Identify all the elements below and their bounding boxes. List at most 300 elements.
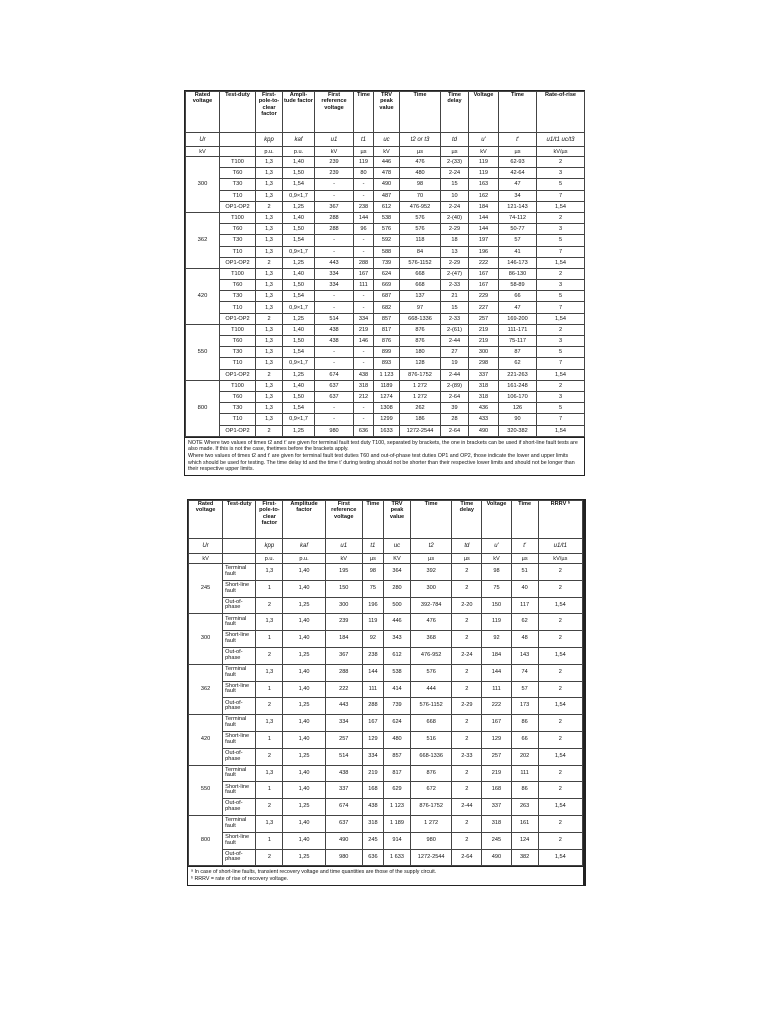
value-cell: 1,3 — [256, 765, 283, 782]
value-cell: 1,54 — [537, 425, 585, 436]
value-cell: - — [315, 179, 354, 190]
test-duty-cell: Short-line fault — [223, 580, 256, 597]
value-cell: 490 — [482, 849, 511, 866]
value-cell: - — [315, 414, 354, 425]
value-cell: 196 — [362, 597, 383, 614]
column-header: Time — [400, 92, 441, 133]
table-1-symbol-row — [186, 133, 585, 147]
value-cell: - — [315, 291, 354, 302]
column-header: Rated voltage — [189, 501, 223, 539]
value-cell: 1,3 — [256, 212, 283, 223]
value-cell: 576-1152 — [411, 698, 452, 715]
value-cell: 150 — [325, 580, 362, 597]
value-cell: 66 — [499, 291, 537, 302]
value-cell: 90 — [499, 414, 537, 425]
value-cell: 111-171 — [499, 324, 537, 335]
value-cell: 2-(89) — [441, 380, 469, 391]
value-cell: 257 — [469, 313, 499, 324]
test-duty-cell: T30 — [220, 235, 256, 246]
value-cell: 1,3 — [256, 414, 283, 425]
unit-cell: µs — [452, 554, 482, 564]
value-cell: 2-44 — [441, 369, 469, 380]
value-cell: 3 — [537, 168, 585, 179]
value-cell: 1308 — [374, 403, 400, 414]
value-cell: 0,9×1,7 — [283, 190, 315, 201]
test-duty-cell: T30 — [220, 347, 256, 358]
value-cell: 2 — [538, 631, 582, 648]
value-cell: 2 — [256, 201, 283, 212]
value-cell: 1,54 — [283, 179, 315, 190]
value-cell: 239 — [325, 614, 362, 631]
value-cell: 446 — [383, 614, 410, 631]
value-cell: 1,25 — [283, 369, 315, 380]
test-duty-cell: Out-of-phase — [223, 597, 256, 614]
unit-cell: µs — [362, 554, 383, 564]
value-cell: 74 — [511, 664, 538, 681]
column-header: Time — [499, 92, 537, 133]
value-cell: 1,3 — [256, 291, 283, 302]
value-cell: 1,3 — [256, 179, 283, 190]
value-cell: 3 — [537, 391, 585, 402]
test-duty-cell: Short-line fault — [223, 731, 256, 748]
value-cell: 2 — [256, 698, 283, 715]
unit-cell: KV — [383, 554, 410, 564]
rated-voltage-cell: 300 — [186, 157, 220, 213]
table-row — [189, 731, 583, 748]
value-cell: 2-(33) — [441, 157, 469, 168]
value-cell: 1,40 — [283, 782, 325, 799]
value-cell: 1,3 — [256, 168, 283, 179]
value-cell: 514 — [315, 313, 354, 324]
rated-voltage-cell: 800 — [189, 815, 223, 865]
value-cell: 2 — [452, 765, 482, 782]
value-cell: 92 — [362, 631, 383, 648]
test-duty-cell: Out-of-phase — [223, 849, 256, 866]
value-cell: 162 — [469, 190, 499, 201]
value-cell: 119 — [362, 614, 383, 631]
table-row — [189, 664, 583, 681]
value-cell: 318 — [482, 815, 511, 832]
value-cell: 239 — [315, 157, 354, 168]
value-cell: 238 — [362, 647, 383, 664]
value-cell: 2 — [537, 268, 585, 279]
value-cell: 263 — [511, 799, 538, 816]
value-cell: 62 — [499, 358, 537, 369]
value-cell: 1,3 — [256, 324, 283, 335]
value-cell: 876 — [400, 324, 441, 335]
trv-table-2-grid — [188, 500, 583, 866]
value-cell: 480 — [400, 168, 441, 179]
value-cell: 119 — [482, 614, 511, 631]
value-cell: 2 — [537, 324, 585, 335]
value-cell: 298 — [469, 358, 499, 369]
value-cell: 893 — [374, 358, 400, 369]
value-cell: 1,50 — [283, 336, 315, 347]
value-cell: 70 — [400, 190, 441, 201]
value-cell: 2 — [256, 647, 283, 664]
value-cell: 624 — [383, 715, 410, 732]
value-cell: - — [354, 246, 374, 257]
test-duty-cell: Out-of-phase — [223, 698, 256, 715]
value-cell: 624 — [374, 268, 400, 279]
unit-cell: kV — [325, 554, 362, 564]
value-cell: 1,25 — [283, 201, 315, 212]
value-cell: 0,9×1,7 — [283, 246, 315, 257]
value-cell: 1,25 — [283, 597, 325, 614]
value-cell: 1,40 — [283, 268, 315, 279]
column-header: Rated voltage — [186, 92, 220, 133]
value-cell: 1,40 — [283, 380, 315, 391]
value-cell: 15 — [441, 179, 469, 190]
value-cell: 3 — [537, 280, 585, 291]
value-cell: - — [354, 302, 374, 313]
value-cell: 7 — [537, 302, 585, 313]
table-row — [186, 324, 585, 335]
value-cell: 10 — [441, 190, 469, 201]
value-cell: 3 — [537, 224, 585, 235]
value-cell: 222 — [325, 681, 362, 698]
unit-cell: kV — [374, 147, 400, 157]
value-cell: 876 — [374, 336, 400, 347]
unit-cell: µs — [400, 147, 441, 157]
value-cell: 2-20 — [452, 597, 482, 614]
unit-cell: kV — [315, 147, 354, 157]
column-header: RRRV ᵇ — [538, 501, 582, 539]
value-cell: 1 272 — [400, 391, 441, 402]
value-cell: 1,40 — [283, 681, 325, 698]
value-cell: 86-130 — [499, 268, 537, 279]
value-cell: 318 — [469, 380, 499, 391]
value-cell: 219 — [362, 765, 383, 782]
value-cell: 168 — [362, 782, 383, 799]
test-duty-cell: Terminal fault — [223, 664, 256, 681]
symbol-cell: Ur — [186, 133, 220, 147]
value-cell: 516 — [411, 731, 452, 748]
value-cell: 2-29 — [452, 698, 482, 715]
value-cell: 1,54 — [538, 849, 582, 866]
value-cell: 588 — [374, 246, 400, 257]
symbol-cell: td — [441, 133, 469, 147]
unit-cell: kV — [469, 147, 499, 157]
value-cell: 1,25 — [283, 425, 315, 436]
test-duty-cell: Out-of-phase — [223, 748, 256, 765]
value-cell: 1,3 — [256, 403, 283, 414]
test-duty-cell: T60 — [220, 168, 256, 179]
value-cell: 980 — [325, 849, 362, 866]
value-cell: 687 — [374, 291, 400, 302]
value-cell: 111 — [482, 681, 511, 698]
value-cell: 899 — [374, 347, 400, 358]
value-cell: 128 — [400, 358, 441, 369]
value-cell: 739 — [383, 698, 410, 715]
value-cell: 167 — [362, 715, 383, 732]
value-cell: 446 — [374, 157, 400, 168]
table-1-notes — [185, 437, 584, 475]
value-cell: 111 — [354, 280, 374, 291]
table-row — [186, 179, 585, 190]
column-header: First reference voltage — [315, 92, 354, 133]
unit-cell: kV/µs — [538, 554, 582, 564]
symbol-cell: t1 — [362, 539, 383, 554]
test-duty-cell: Terminal fault — [223, 765, 256, 782]
value-cell: 1 272 — [400, 380, 441, 391]
value-cell: 876-1752 — [400, 369, 441, 380]
value-cell: 87 — [499, 347, 537, 358]
value-cell: 1 — [256, 832, 283, 849]
value-cell: 1,40 — [283, 324, 315, 335]
value-cell: 1299 — [374, 414, 400, 425]
value-cell: 1633 — [374, 425, 400, 436]
value-cell: 2 — [452, 731, 482, 748]
value-cell: 111 — [511, 765, 538, 782]
column-header: Time delay — [452, 501, 482, 539]
test-duty-cell: T60 — [220, 280, 256, 291]
value-cell: - — [315, 302, 354, 313]
value-cell: 337 — [482, 799, 511, 816]
value-cell: 1,54 — [283, 403, 315, 414]
value-cell: 41 — [499, 246, 537, 257]
value-cell: 40 — [511, 580, 538, 597]
value-cell: 2 — [538, 681, 582, 698]
value-cell: 2 — [538, 715, 582, 732]
value-cell: 50-77 — [499, 224, 537, 235]
value-cell: 1 — [256, 681, 283, 698]
rated-voltage-cell: 362 — [189, 664, 223, 714]
value-cell: 2-24 — [452, 647, 482, 664]
value-cell: 876 — [400, 336, 441, 347]
symbol-cell — [220, 133, 256, 147]
table-2-footnotes — [188, 866, 583, 885]
value-cell: 34 — [499, 190, 537, 201]
table-row — [189, 748, 583, 765]
value-cell: 51 — [511, 564, 538, 581]
value-cell: 62-93 — [499, 157, 537, 168]
table-1-note-2: Where two values of times t2 and t' are given for terminal fault test duties T60 and out-of-phase test duties OP1 and OP2, those indicate the lower and upper limits which should be used for testing. The time delay td and the time t' during testing should not be shorter than their respective lower limits and should not be longer than their respective upper limits. — [188, 453, 575, 472]
value-cell: 674 — [315, 369, 354, 380]
table-row — [186, 190, 585, 201]
value-cell: 1,3 — [256, 157, 283, 168]
value-cell: 1,40 — [283, 631, 325, 648]
value-cell: 2 — [538, 614, 582, 631]
value-cell: 476 — [411, 614, 452, 631]
value-cell: 914 — [383, 832, 410, 849]
value-cell: 2-44 — [452, 799, 482, 816]
column-header: Rate-of-rise — [537, 92, 585, 133]
value-cell: 382 — [511, 849, 538, 866]
value-cell: 1,54 — [537, 201, 585, 212]
value-cell: 288 — [362, 698, 383, 715]
value-cell: 92 — [482, 631, 511, 648]
value-cell: 98 — [400, 179, 441, 190]
value-cell: 668 — [411, 715, 452, 732]
value-cell: 202 — [511, 748, 538, 765]
table-row — [186, 369, 585, 380]
value-cell: 1,40 — [283, 815, 325, 832]
value-cell: - — [315, 235, 354, 246]
column-header: Voltage — [482, 501, 511, 539]
value-cell: 144 — [354, 212, 374, 223]
rated-voltage-cell: 420 — [189, 715, 223, 765]
value-cell: 576 — [374, 224, 400, 235]
value-cell: 196 — [469, 246, 499, 257]
value-cell: 1,25 — [283, 647, 325, 664]
value-cell: 5 — [537, 347, 585, 358]
value-cell: 2 — [538, 782, 582, 799]
value-cell: 1,40 — [283, 765, 325, 782]
value-cell: 97 — [400, 302, 441, 313]
value-cell: 0,9×1,7 — [283, 358, 315, 369]
unit-cell: µs — [499, 147, 537, 157]
value-cell: 1 633 — [383, 849, 410, 866]
test-duty-cell: Short-line fault — [223, 681, 256, 698]
value-cell: - — [315, 246, 354, 257]
value-cell: 21 — [441, 291, 469, 302]
value-cell: 75 — [362, 580, 383, 597]
symbol-cell: td — [452, 539, 482, 554]
value-cell: 80 — [354, 168, 374, 179]
value-cell: 126 — [499, 403, 537, 414]
value-cell: 392-784 — [411, 597, 452, 614]
unit-cell: kV — [482, 554, 511, 564]
value-cell: 1189 — [374, 380, 400, 391]
value-cell: 19 — [441, 358, 469, 369]
value-cell: 2 — [452, 832, 482, 849]
value-cell: 0,9×1,7 — [283, 302, 315, 313]
symbol-cell: kpp — [256, 539, 283, 554]
value-cell: 682 — [374, 302, 400, 313]
table-2-unit-row — [189, 554, 583, 564]
value-cell: 2-29 — [441, 224, 469, 235]
value-cell: 2 — [452, 631, 482, 648]
value-cell: 18 — [441, 235, 469, 246]
value-cell: 612 — [383, 647, 410, 664]
test-duty-cell: T10 — [220, 246, 256, 257]
table-row — [189, 614, 583, 631]
value-cell: 1,40 — [283, 664, 325, 681]
test-duty-cell: T10 — [220, 358, 256, 369]
column-header: Time — [362, 501, 383, 539]
value-cell: 576 — [400, 224, 441, 235]
value-cell: 672 — [411, 782, 452, 799]
value-cell: 163 — [469, 179, 499, 190]
value-cell: 129 — [482, 731, 511, 748]
value-cell: 119 — [469, 168, 499, 179]
value-cell: 1272-2544 — [400, 425, 441, 436]
value-cell: 1,40 — [283, 580, 325, 597]
value-cell: 367 — [315, 201, 354, 212]
value-cell: 180 — [400, 347, 441, 358]
value-cell: 86 — [511, 782, 538, 799]
value-cell: 75-117 — [499, 336, 537, 347]
value-cell: - — [354, 235, 374, 246]
value-cell: - — [354, 403, 374, 414]
value-cell: 84 — [400, 246, 441, 257]
value-cell: 1,3 — [256, 347, 283, 358]
test-duty-cell: T10 — [220, 190, 256, 201]
value-cell: 57 — [499, 235, 537, 246]
value-cell: 320-382 — [499, 425, 537, 436]
value-cell: 1,54 — [538, 597, 582, 614]
value-cell: 443 — [315, 257, 354, 268]
unit-cell: p.u. — [283, 554, 325, 564]
value-cell: 487 — [374, 190, 400, 201]
unit-cell: µs — [441, 147, 469, 157]
test-duty-cell: OP1-OP2 — [220, 313, 256, 324]
value-cell: 2 — [256, 425, 283, 436]
value-cell: 1,3 — [256, 246, 283, 257]
table-row — [186, 257, 585, 268]
value-cell: 318 — [354, 380, 374, 391]
value-cell: 222 — [469, 257, 499, 268]
test-duty-cell: T60 — [220, 336, 256, 347]
symbol-cell: uc — [374, 133, 400, 147]
value-cell: 2 — [256, 257, 283, 268]
table-row — [186, 358, 585, 369]
value-cell: 300 — [411, 580, 452, 597]
value-cell: 144 — [482, 664, 511, 681]
value-cell: 288 — [315, 212, 354, 223]
value-cell: 1,54 — [538, 647, 582, 664]
value-cell: 5 — [537, 291, 585, 302]
symbol-cell: Ur — [189, 539, 223, 554]
table-row — [186, 380, 585, 391]
table-2-symbol-row — [189, 539, 583, 554]
value-cell: 1,3 — [256, 664, 283, 681]
value-cell: 1,54 — [537, 257, 585, 268]
value-cell: 576 — [411, 664, 452, 681]
value-cell: 2-64 — [441, 425, 469, 436]
test-duty-cell: Out-of-phase — [223, 647, 256, 664]
value-cell: 433 — [469, 414, 499, 425]
value-cell: 184 — [325, 631, 362, 648]
value-cell: 1,25 — [283, 799, 325, 816]
value-cell: 124 — [511, 832, 538, 849]
value-cell: 144 — [362, 664, 383, 681]
table-row — [186, 157, 585, 168]
value-cell: 2 — [538, 765, 582, 782]
value-cell: 1,54 — [283, 235, 315, 246]
value-cell: 219 — [482, 765, 511, 782]
value-cell: 857 — [374, 313, 400, 324]
value-cell: - — [354, 414, 374, 425]
value-cell: 168 — [482, 782, 511, 799]
table-2-footnote-a: ᵃ In case of short-line faults, transient recovery voltage and time quantities are those of the supply circuit. — [191, 869, 437, 876]
test-duty-cell: T100 — [220, 212, 256, 223]
value-cell: 318 — [469, 391, 499, 402]
rated-voltage-cell: 550 — [189, 765, 223, 815]
value-cell: 58-89 — [499, 280, 537, 291]
value-cell: 490 — [325, 832, 362, 849]
test-duty-cell: T10 — [220, 302, 256, 313]
value-cell: 222 — [482, 698, 511, 715]
value-cell: 2 — [452, 564, 482, 581]
value-cell: 2 — [538, 580, 582, 597]
rated-voltage-cell: 420 — [186, 268, 220, 324]
value-cell: 538 — [383, 664, 410, 681]
value-cell: 668-1336 — [411, 748, 452, 765]
test-duty-cell: Out-of-phase — [223, 799, 256, 816]
value-cell: 637 — [315, 391, 354, 402]
table-row — [189, 832, 583, 849]
table-row — [186, 425, 585, 436]
value-cell: 1,40 — [283, 731, 325, 748]
value-cell: 169-200 — [499, 313, 537, 324]
test-duty-cell: T60 — [220, 224, 256, 235]
value-cell: 7 — [537, 358, 585, 369]
value-cell: 3 — [537, 336, 585, 347]
column-header: Amplitude factor — [283, 501, 325, 539]
symbol-cell: u' — [482, 539, 511, 554]
